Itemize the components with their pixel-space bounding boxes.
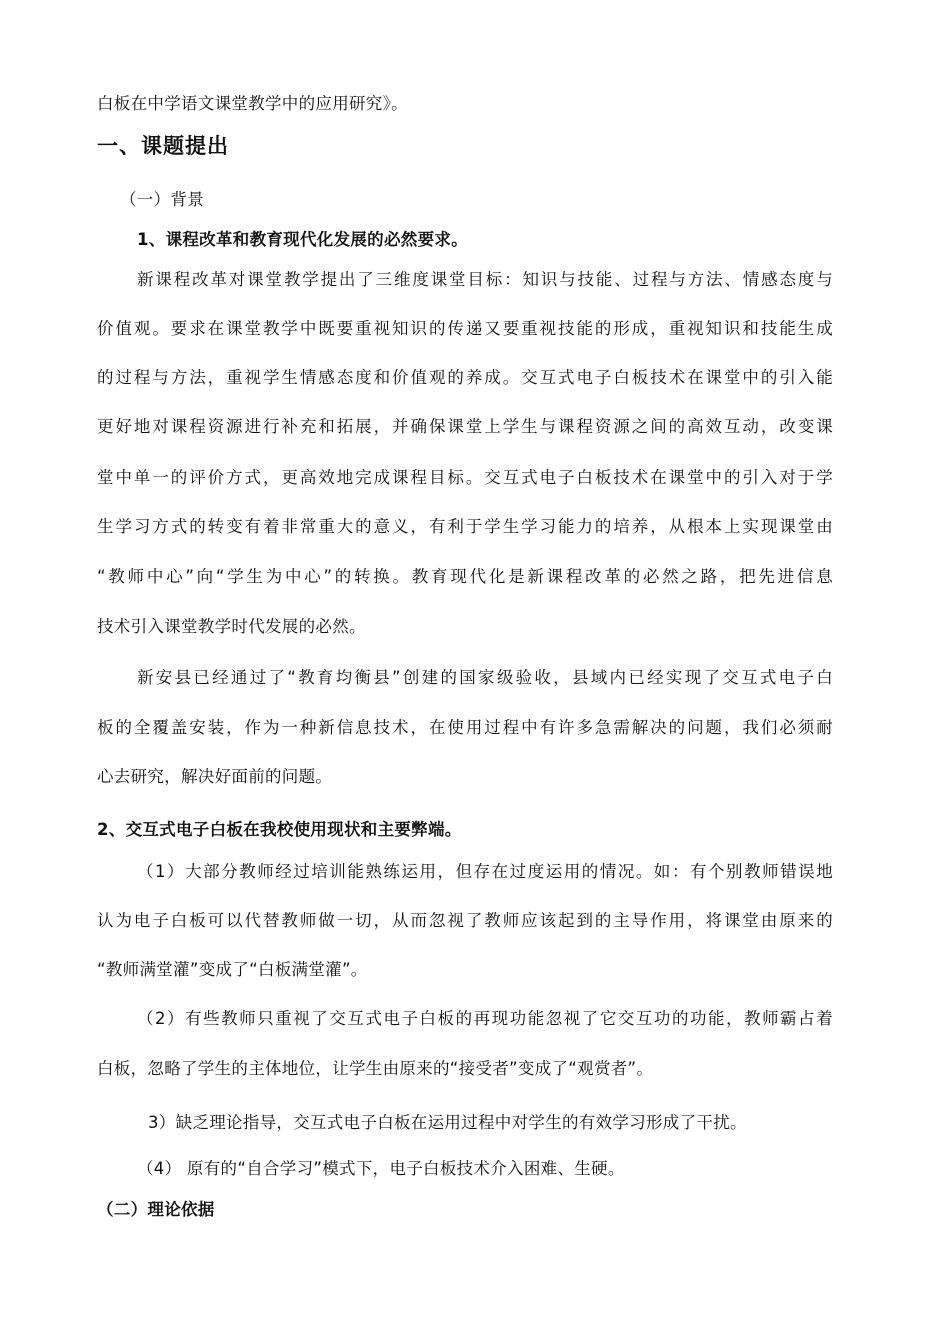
paragraph-line: 新课程改革对课堂教学提出了三维度课堂目标：知识与技能、过程与方法、情感态度与 [137,270,833,289]
paragraph-line: 板的全覆盖安装，作为一种新信息技术，在使用过程中有许多急需解决的问题，我们必须耐 [97,718,833,737]
intro-tail-text: 白板在中学语文课堂教学中的应用研究》。 [97,94,408,113]
list-item-line: （2）有些教师只重视了交互式电子白板的再现功能忽视了它交互功的功能，教师霸占着 [137,1009,833,1028]
paragraph-line: 生学习方式的转变有着非常重大的意义，有利于学生学习能力的培养，从根本上实现课堂由 [97,517,833,536]
point-heading-1: 1、课程改革和教育现代化发展的必然要求。 [137,230,468,249]
paragraph-line: 心去研究，解决好面前的问题。 [97,767,333,786]
list-item-line: （1）大部分教师经过培训能熟练运用，但存在过度运用的情况。如：有个别教师错误地 [137,862,833,881]
subsection-heading-background: （一）背景 [120,190,204,209]
section-heading: 一、课题提出 [97,134,229,158]
paragraph-line: 新安县已经通过了“教育均衡县”创建的国家级验收，县域内已经实现了交互式电子白 [137,668,833,687]
paragraph-line: 的过程与方法，重视学生情感态度和价值观的养成。交互式电子白板技术在课堂中的引入能 [97,368,833,387]
paragraph-line: 堂中单一的评价方式，更高效地完成课程目标。交互式电子白板技术在课堂中的引入对于学 [97,468,833,487]
subsection-heading-theory: （二）理论依据 [97,1200,215,1219]
list-item-line: 3）缺乏理论指导，交互式电子白板在运用过程中对学生的有效学习形成了干扰。 [148,1113,747,1132]
list-item-line: 白板，忽略了学生的主体地位，让学生由原来的“接受者”变成了“观赏者”。 [97,1059,654,1078]
point-heading-2: 2、交互式电子白板在我校使用现状和主要弊端。 [97,820,462,839]
list-item-line: （4） 原有的“自合学习”模式下，电子白板技术介入困难、生硬。 [137,1159,625,1178]
paragraph-line: 技术引入课堂教学时代发展的必然。 [97,617,366,636]
paragraph-line: “教师中心”向“学生为中心”的转换。教育现代化是新课程改革的必然之路，把先进信息 [97,567,833,586]
list-item-line: “教师满堂灌”变成了“白板满堂灌”。 [97,960,368,979]
list-item-line: 认为电子白板可以代替教师做一切，从而忽视了教师应该起到的主导作用，将课堂由原来的 [97,911,833,930]
paragraph-line: 价值观。要求在课堂教学中既要重视知识的传递又要重视技能的形成，重视知识和技能生成 [97,319,833,338]
paragraph-line: 更好地对课程资源进行补充和拓展，并确保课堂上学生与课程资源之间的高效互动，改变课 [97,417,833,436]
